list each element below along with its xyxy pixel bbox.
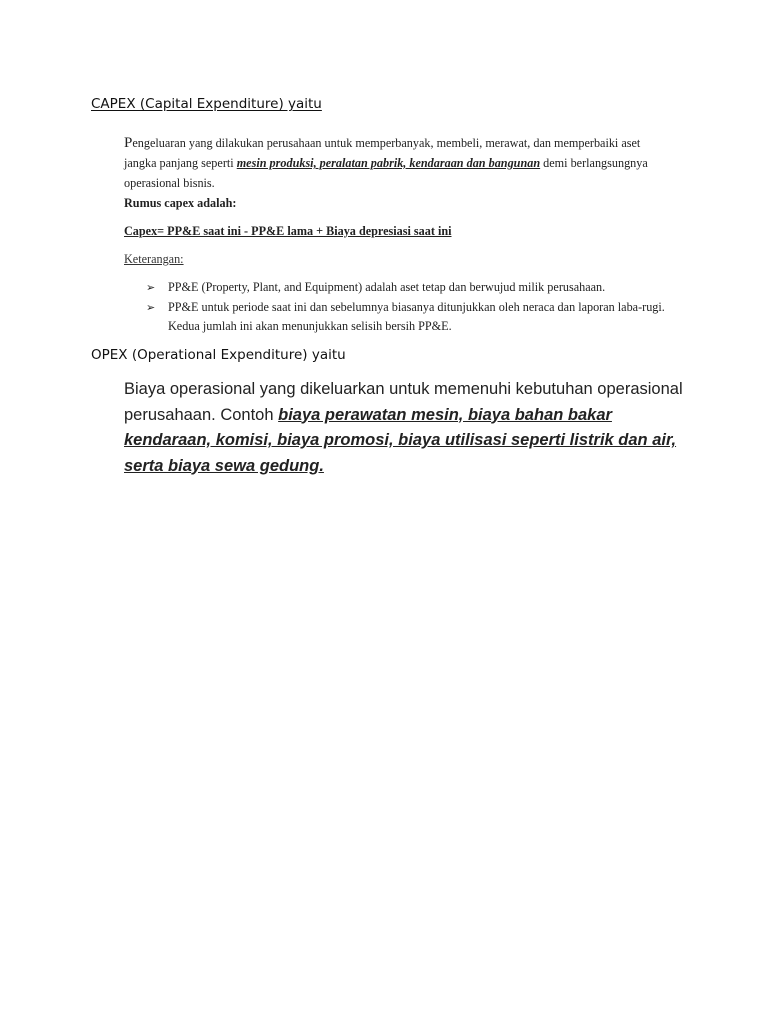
capex-formula: Capex= PP&E saat ini - PP&E lama + Biaya depresiasi saat ini	[124, 224, 452, 238]
capex-description-text: engeluaran yang dilakukan perusahaan untuk memperbanyak, membeli, merawat, dan memperbaiki aset jangka panjang seperti	[124, 136, 641, 170]
capex-heading: CAPEX (Capital Expenditure) yaitu	[91, 96, 322, 112]
list-item-text: PP&E (Property, Plant, and Equipment) adalah aset tetap dan berwujud milik perusahaan.	[168, 280, 606, 294]
opex-description-emphasis: biaya perawatan mesin, biaya bahan bakar kendaraan, komisi, biaya promosi, biaya utilisasi seperti listrik dan air, serta biaya sewa gedung.	[124, 405, 677, 475]
arrowhead-bullet-icon: ➢	[146, 301, 156, 314]
capex-description	[124, 133, 664, 193]
list-item	[146, 298, 686, 336]
keterangan-list	[146, 278, 686, 337]
list-item-text: PP&E untuk periode saat ini dan sebelumnya biasanya ditunjukkan oleh neraca dan laporan laba-rugi. Kedua jumlah ini akan menunjukkan selisih bersih PP&E.	[168, 300, 665, 333]
formula-title: Rumus capex adalah:	[124, 196, 237, 210]
capex-description-end: demi berlangsungnya operasional bisnis.	[124, 156, 648, 190]
keterangan-label: Keterangan:	[124, 252, 184, 266]
list-item	[146, 278, 686, 297]
opex-description	[124, 377, 684, 479]
opex-description-text: Biaya operasional yang dikeluarkan untuk memenuhi kebutuhan operasional perusahaan. Contoh	[124, 380, 683, 424]
capex-description-emphasis: mesin produksi, peralatan pabrik, kendaraan dan bangunan	[236, 156, 541, 170]
capex-description-initial: P	[124, 135, 133, 151]
arrowhead-bullet-icon: ➢	[146, 281, 156, 294]
opex-heading: OPEX (Operational Expenditure) yaitu	[91, 347, 346, 363]
